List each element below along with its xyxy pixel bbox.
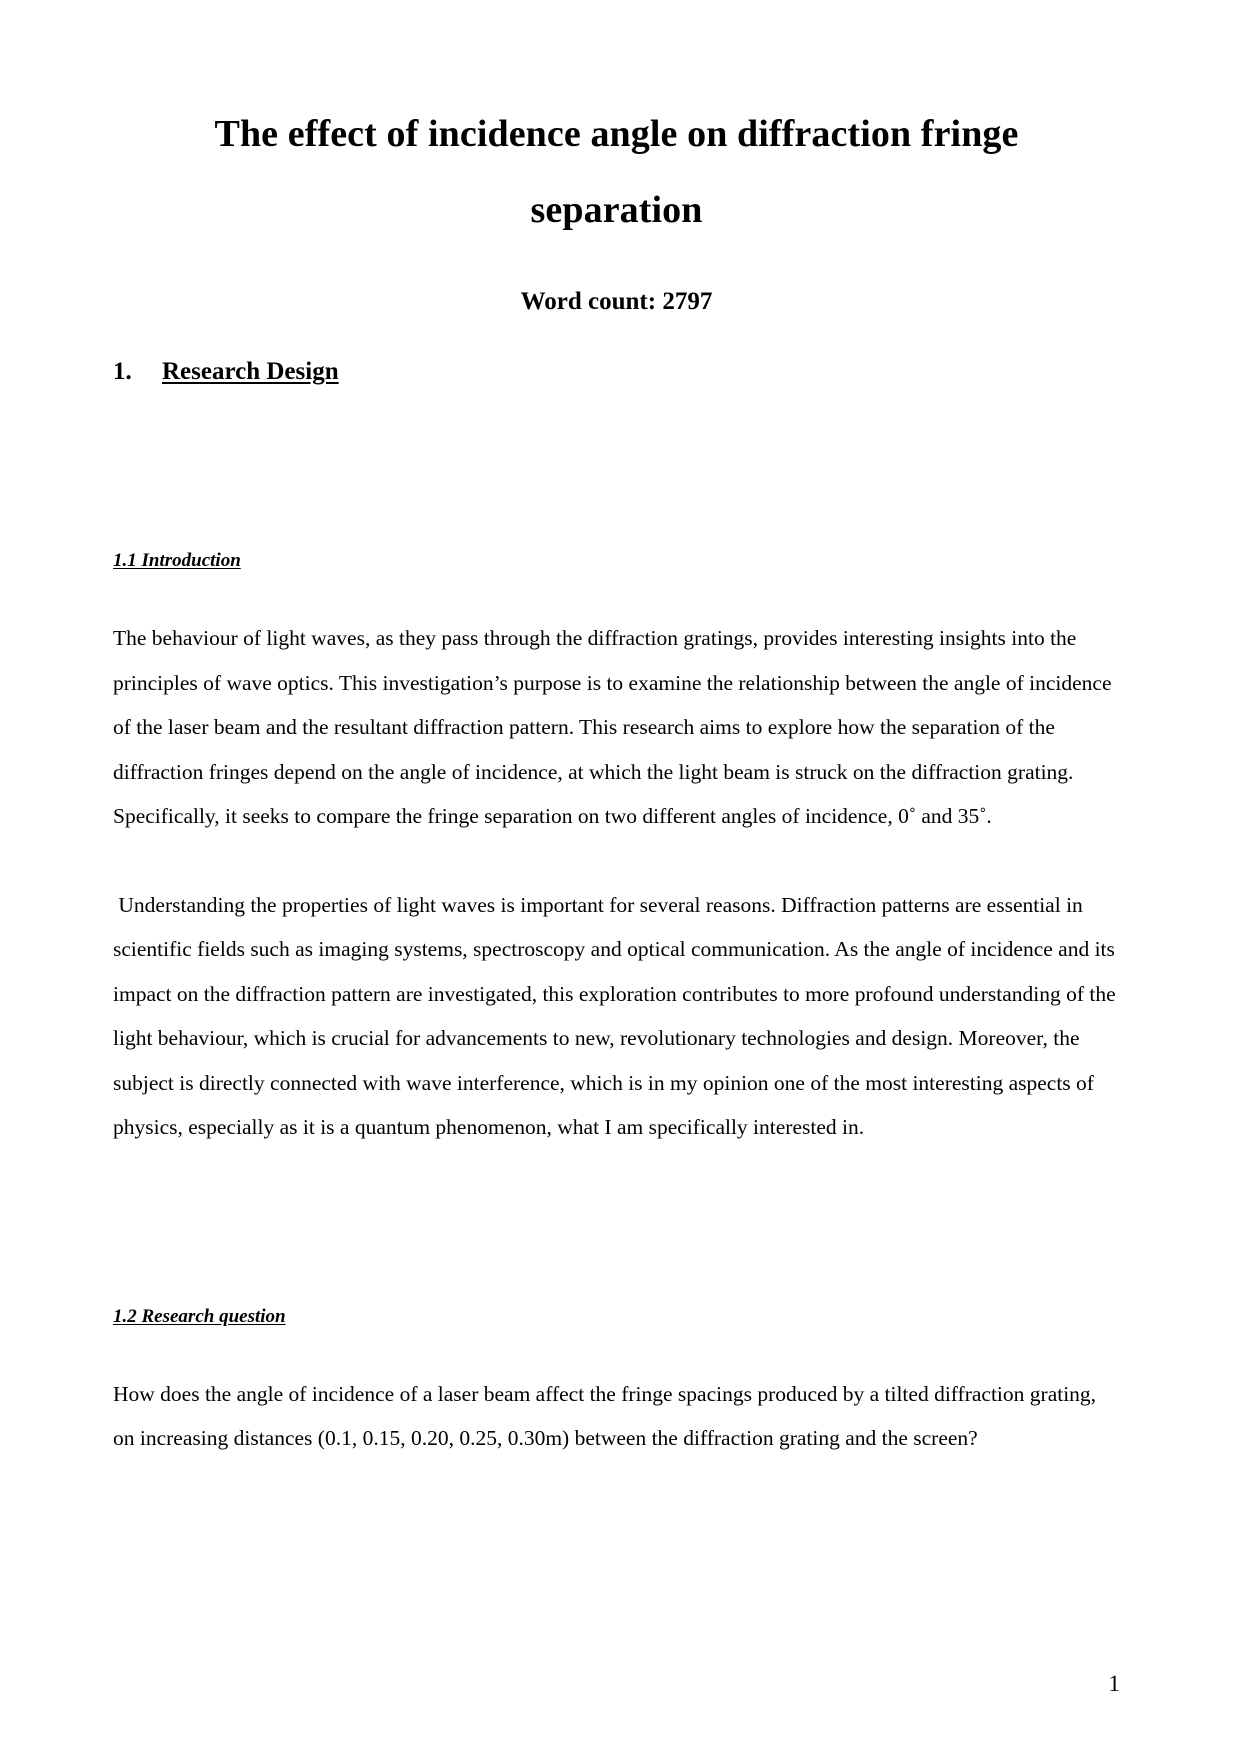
page-number: 1 (1108, 1671, 1120, 1696)
section-title: Research Design (162, 358, 339, 385)
subsection-introduction (113, 468, 1120, 572)
paragraph-introduction-2: Understanding the properties of light waves is important for several reasons. Diffraction patterns are essential in scientific fields such as imaging systems, spectroscopy and optical communication. As the angle of incidence and its impact on the diffraction pattern are investigated, this exploration contributes to more profound understanding of the light behaviour, which is crucial for advancements to new, revolutionary technologies and design. Moreover, the subject is directly connected with wave interference, which is in my opinion one of the most interesting aspects of physics, especially as it is a quantum phenomenon, what I am specifically interested in. (113, 892, 1122, 1139)
document-title: The effect of incidence angle on diffraction fringe separation (214, 113, 1019, 231)
section-number: 1. (113, 358, 132, 385)
paragraph-research-question-1: How does the angle of incidence of a laser beam affect the fringe spacings produced by a tilted diffraction grating, on increasing distances (0.1, 0.15, 0.20, 0.25, 0.30m) between the diffraction grating and the screen? (113, 1381, 1102, 1450)
subsection-heading-introduction: 1.1 Introduction (113, 550, 241, 571)
subsection-heading-research-question: 1.2 Research question (113, 1305, 286, 1327)
subsection-research-question (113, 1224, 1120, 1328)
section-heading-research-design (113, 358, 1120, 386)
word-count-line: Word count: 2797 (520, 288, 713, 315)
paragraph-introduction-1: The behaviour of light waves, as they pass through the diffraction gratings, provides interesting insights into the principles of wave optics. This investigation’s purpose is to examine the relationship between the angle of incidence of the laser beam and the resultant diffraction pattern. This research aims to explore how the separation of the diffraction fringes depend on the angle of incidence, at which the light beam is struck on the diffraction grating. Specifically, it seeks to compare the fringe separation on two different angles of incidence, 0˚ and 35˚. (113, 626, 1117, 828)
